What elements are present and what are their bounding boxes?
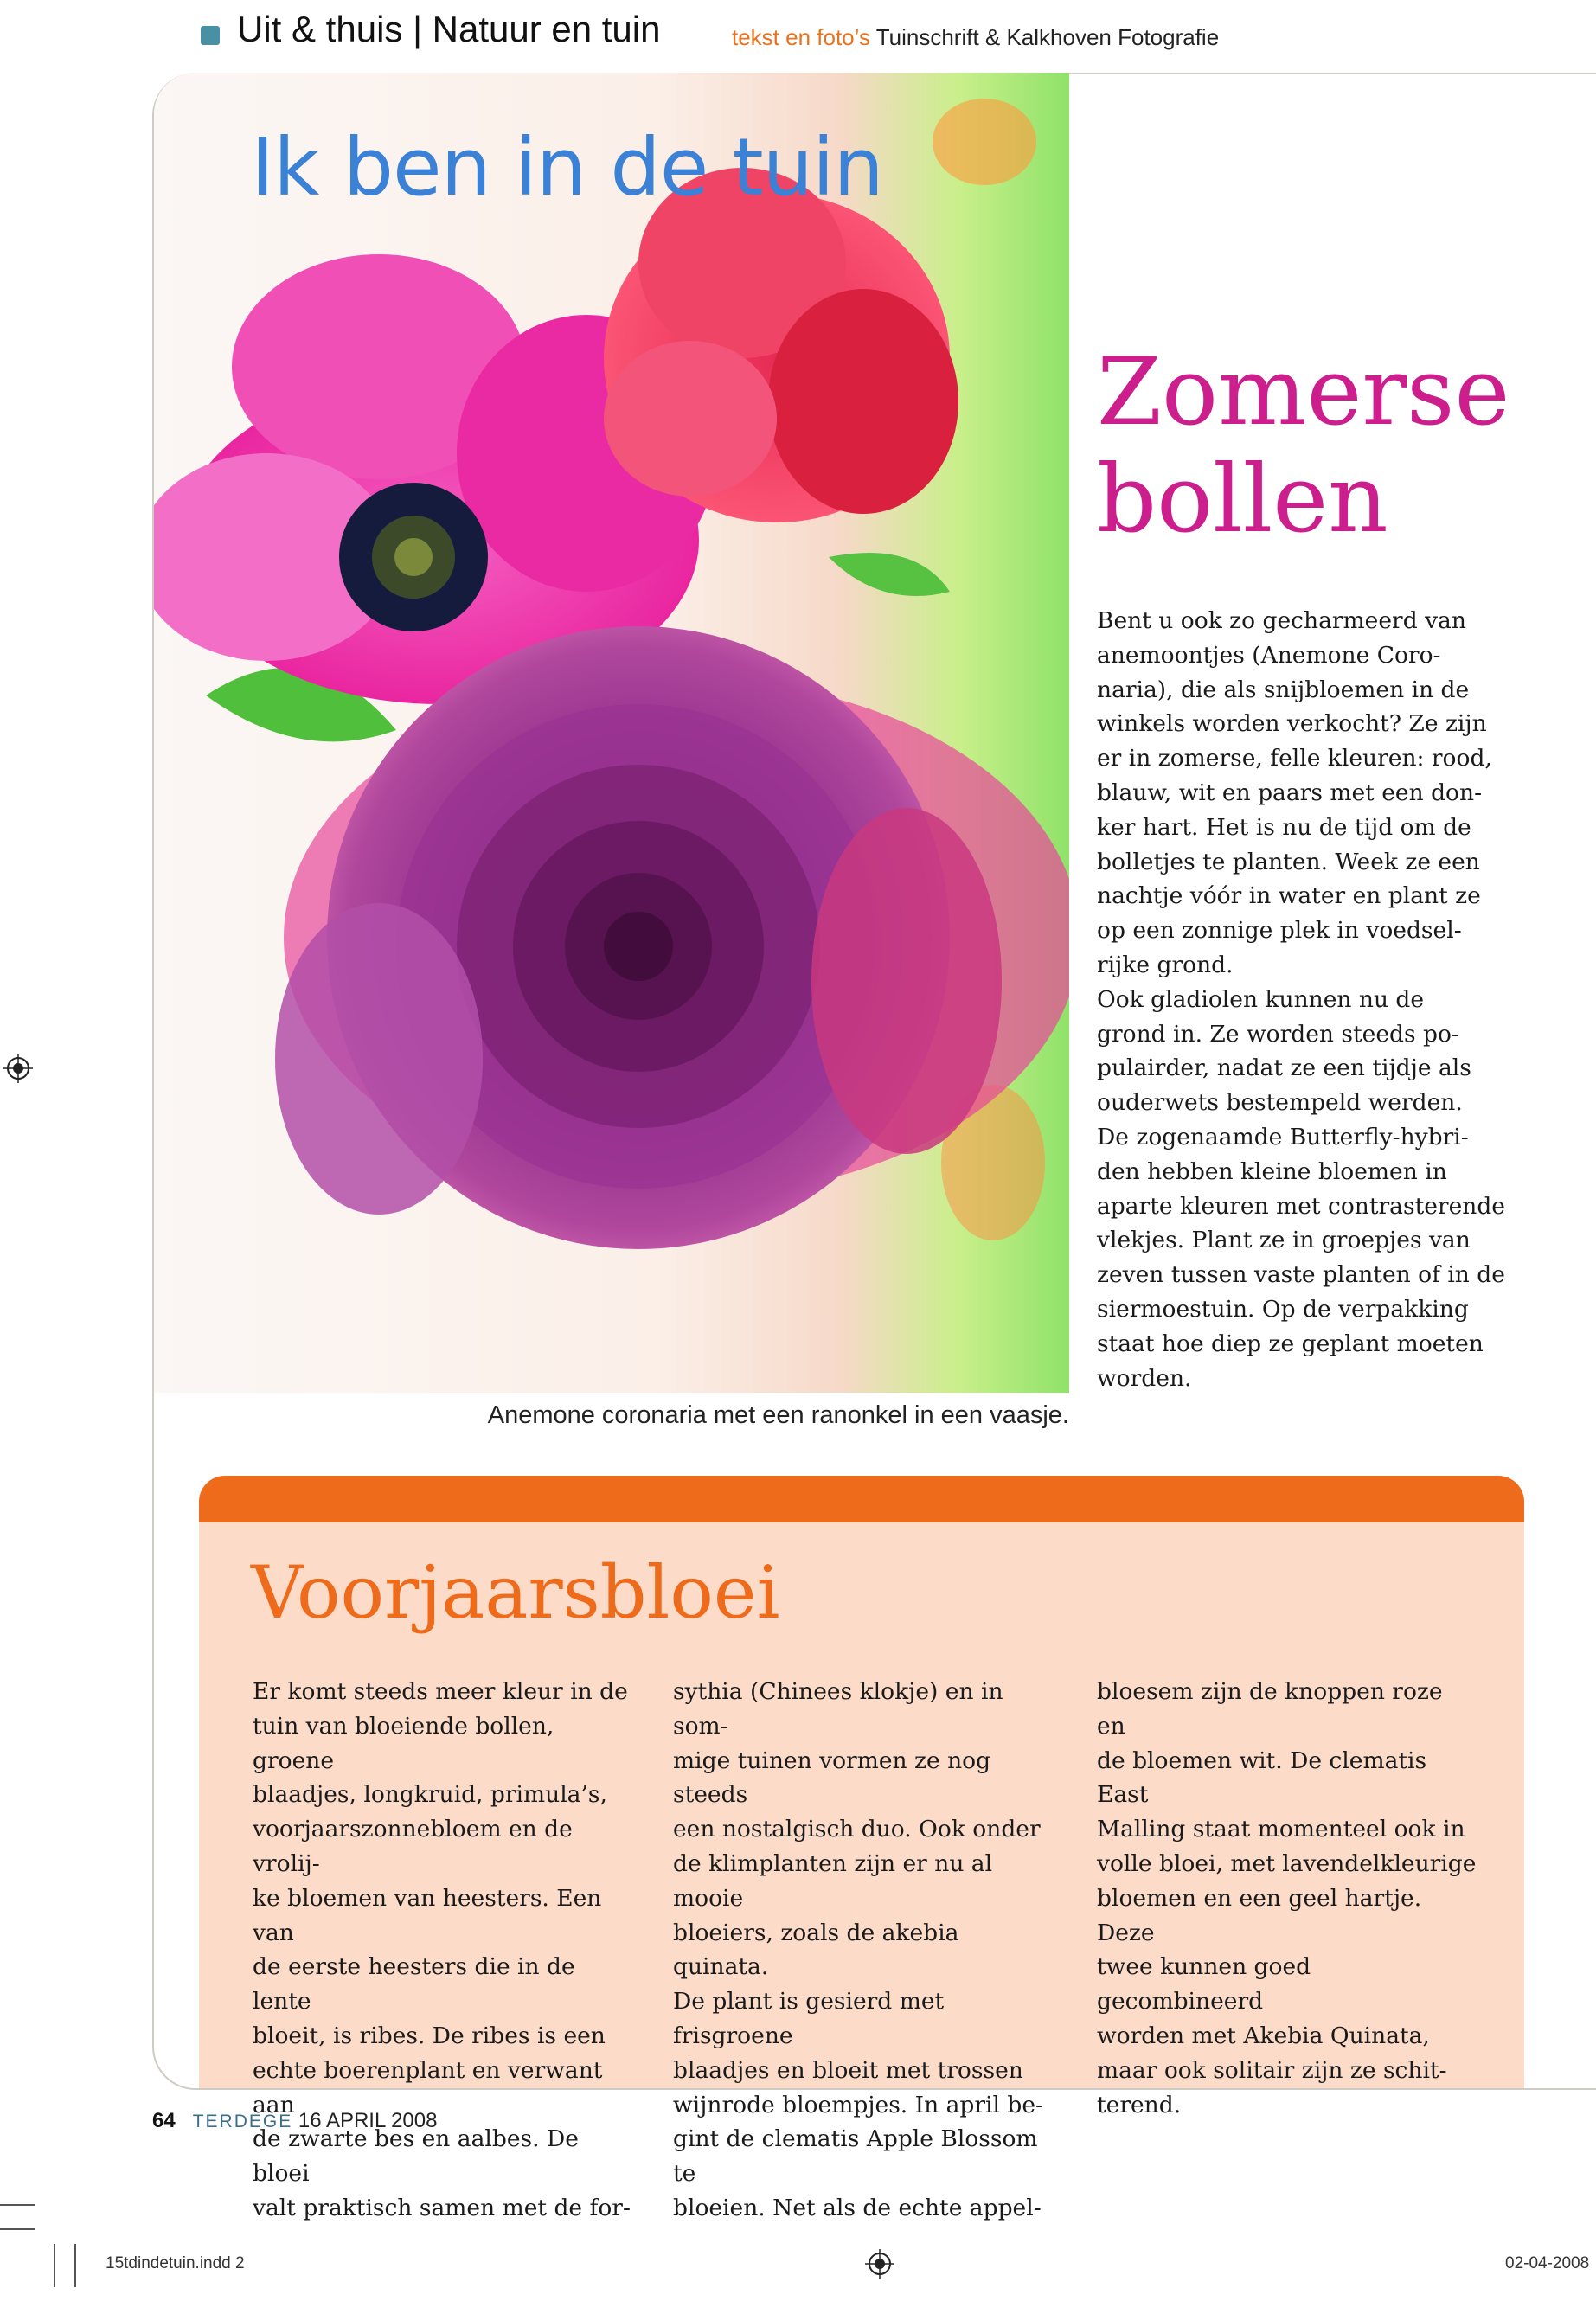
text-line: Bent u ook zo gecharmeerd van [1097, 607, 1466, 634]
text-line: echte boerenplant en verwant aan [253, 2056, 603, 2118]
text-line: mige tuinen vormen ze nog steeds [673, 1747, 991, 1809]
text-line: rijke grond. [1097, 951, 1234, 978]
text-line: Malling staat momenteel ook in [1097, 1816, 1465, 1843]
text-line: de zwarte bes en aalbes. De bloei [253, 2125, 579, 2188]
text-line: staat hoe diep ze geplant moeten [1097, 1330, 1484, 1357]
text-line: terend. [1097, 2091, 1182, 2118]
section-square-icon [201, 26, 220, 45]
text-line: voorjaarszonnebloem en de vrolij- [253, 1816, 573, 1877]
crop-mark [74, 2244, 76, 2287]
text-line: blaadjes, longkruid, primula’s, [253, 1781, 607, 1809]
text-line: de eerste heesters die in de lente [253, 1953, 575, 2016]
text-line: wijnrode bloempjes. In april be- [673, 2091, 1044, 2118]
text-line: zeven tussen vaste planten of in de [1097, 1261, 1505, 1289]
text-line: nachtje vóór in water en plant ze [1097, 882, 1481, 910]
section-label: Uit & thuis | Natuur en tuin [237, 9, 661, 49]
article-body [1097, 604, 1547, 1395]
text-line: blaadjes en bloeit met trossen [673, 2056, 1023, 2084]
text-line: siermoestuin. Op de verpakking [1097, 1295, 1469, 1323]
crop-mark [0, 2228, 35, 2230]
text-line: bloesem zijn de knoppen roze en [1097, 1678, 1443, 1740]
page-footer [152, 2109, 437, 2133]
page-title: Ik ben in de tuin [251, 121, 883, 214]
text-line: twee kunnen goed gecombineerd [1097, 1953, 1311, 2016]
magazine-name: TERDEGE [192, 2112, 293, 2131]
text-line: sythia (Chinees klokje) en in som- [673, 1678, 1003, 1740]
text-line: pulairder, nadat ze een tijdje als [1097, 1054, 1471, 1082]
text-line: Er komt steeds meer kleur in de [253, 1678, 628, 1705]
box-column-1 [253, 1675, 633, 2226]
text-line: maar ook solitair zijn ze schit- [1097, 2056, 1447, 2084]
text-line: gint de clematis Apple Blossom te [673, 2125, 1038, 2188]
page-number: 64 [152, 2109, 176, 2132]
box-title: Voorjaarsbloei [251, 1550, 780, 1635]
text-line: ker hart. Het is nu de tijd om de [1097, 813, 1471, 841]
text-line: ouderwets bestempeld werden. [1097, 1089, 1463, 1117]
text-line: worden. [1097, 1364, 1192, 1392]
text-line: worden met Akebia Quinata, [1097, 2022, 1430, 2049]
text-line: winkels worden verkocht? Ze zijn [1097, 710, 1487, 738]
page-header [201, 7, 1585, 59]
text-line: op een zonnige plek in voedsel- [1097, 917, 1462, 945]
box-column-2 [673, 1675, 1054, 2226]
text-line: aparte kleuren met contrasterende [1097, 1192, 1505, 1220]
text-line: bloeien. Net als de echte appel- [673, 2194, 1042, 2221]
text-line: De zogenaamde Butterfly-hybri- [1097, 1123, 1469, 1150]
flower-photo [154, 73, 1069, 1393]
text-line: blauw, wit en paars met een don- [1097, 779, 1483, 806]
box-column-3 [1097, 1675, 1477, 2122]
issue-date: 16 APRIL 2008 [298, 2109, 438, 2132]
text-line: Ook gladiolen kunnen nu de [1097, 985, 1425, 1013]
text-line: de bloemen wit. De clematis East [1097, 1747, 1427, 1809]
credit-line [732, 24, 1219, 51]
article-title-line: bollen [1097, 445, 1388, 554]
text-line: bloeit, is ribes. De ribes is een [253, 2022, 606, 2049]
photo-caption: Anemone coronaria met een ranonkel in een vaasje. [487, 1401, 1069, 1429]
text-line: bloemen en een geel hartje. Deze [1097, 1884, 1422, 1946]
text-line: naria), die als snijbloemen in de [1097, 676, 1470, 703]
slug-filename: 15tdindetuin.indd 2 [106, 2254, 245, 2272]
text-line: bloeiers, zoals de akebia quinata. [673, 1919, 959, 1981]
text-line: grond in. Ze worden steeds po- [1097, 1020, 1459, 1048]
crop-mark [0, 2204, 35, 2206]
text-line: anemoontjes (Anemone Coro- [1097, 641, 1441, 669]
text-line: een nostalgisch duo. Ook onder [673, 1816, 1041, 1843]
registration-mark-icon [865, 2249, 894, 2279]
credit-names: Tuinschrift & Kalkhoven Fotografie [875, 24, 1220, 50]
text-line: er in zomerse, felle kleuren: rood, [1097, 745, 1492, 772]
text-line: den hebben kleine bloemen in [1097, 1157, 1447, 1185]
text-line: tuin van bloeiende bollen, groene [253, 1712, 554, 1774]
text-line: ke bloemen van heesters. Een van [253, 1884, 602, 1946]
text-line: bolletjes te planten. Week ze een [1097, 848, 1480, 875]
crop-mark [54, 2244, 55, 2287]
box-header-bar [199, 1476, 1524, 1524]
article-title [1097, 339, 1509, 554]
article-title-line: Zomerse [1097, 338, 1510, 446]
credit-label: tekst en foto’s [732, 24, 870, 50]
text-line: volle bloei, met lavendelkleurige [1097, 1849, 1477, 1877]
text-line: de klimplanten zijn er nu al mooie [673, 1849, 993, 1912]
slug-date: 02-04-2008 [1505, 2254, 1590, 2272]
text-line: vlekjes. Plant ze in groepjes van [1097, 1227, 1471, 1254]
registration-mark-icon [3, 1054, 33, 1083]
text-line: De plant is gesierd met frisgroene [673, 1988, 945, 2049]
flower-photo-image [154, 73, 1069, 1393]
text-line: valt praktisch samen met de for- [253, 2194, 631, 2221]
